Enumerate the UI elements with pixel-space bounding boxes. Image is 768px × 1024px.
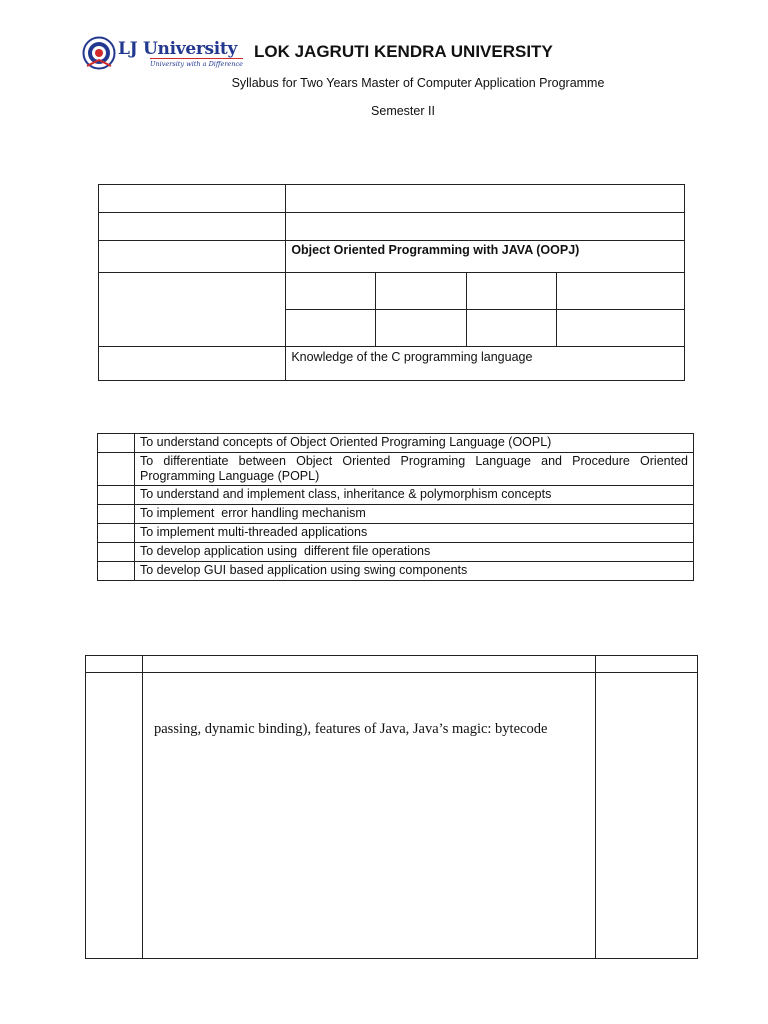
table-row xyxy=(98,543,694,562)
syllabus-subtitle: Syllabus for Two Years Master of Computer Application Programme xyxy=(231,76,605,90)
table-cell xyxy=(99,185,286,213)
table-cell xyxy=(286,310,376,347)
course-prerequisite: Knowledge of the C programming language xyxy=(286,347,685,381)
university-name: LOK JAGRUTI KENDRA UNIVERSITY xyxy=(254,42,553,61)
table-cell xyxy=(98,562,135,581)
table-row xyxy=(99,273,685,310)
table-row xyxy=(98,505,694,524)
table-cell xyxy=(286,213,685,241)
table-cell xyxy=(98,453,135,486)
table-cell xyxy=(99,347,286,381)
table-cell xyxy=(86,673,143,959)
table-cell xyxy=(466,310,556,347)
table-cell xyxy=(98,524,135,543)
table-cell xyxy=(98,434,135,453)
table-cell xyxy=(142,673,595,959)
table-cell xyxy=(286,273,376,310)
table-cell xyxy=(556,273,684,310)
objective-text: To develop application using different file operations xyxy=(135,543,694,562)
table-row xyxy=(98,562,694,581)
course-content-table xyxy=(85,655,698,959)
page-header xyxy=(78,34,698,74)
course-title: Object Oriented Programming with JAVA (OOPJ) xyxy=(286,241,685,273)
table-row xyxy=(99,241,685,273)
course-objectives-table xyxy=(97,433,694,581)
table-cell xyxy=(99,213,286,241)
table-cell xyxy=(596,656,698,673)
table-row xyxy=(86,656,698,673)
course-details-table xyxy=(98,184,685,381)
table-row xyxy=(99,185,685,213)
table-row xyxy=(98,524,694,543)
seal-icon xyxy=(82,36,116,70)
table-cell xyxy=(99,241,286,273)
logo-text: LJ University xyxy=(118,39,238,59)
table-cell xyxy=(286,185,685,213)
objective-text: To implement multi-threaded applications xyxy=(135,524,694,543)
objective-text: To understand and implement class, inheritance & polymorphism concepts xyxy=(135,486,694,505)
table-row xyxy=(98,486,694,505)
objective-text: To develop GUI based application using swing components xyxy=(135,562,694,581)
table-row xyxy=(86,673,698,959)
table-cell xyxy=(99,273,286,347)
table-cell xyxy=(556,310,684,347)
table-row xyxy=(98,434,694,453)
table-cell xyxy=(86,656,143,673)
table-row xyxy=(99,347,685,381)
objective-text: To differentiate between Object Oriented Programing Language and Procedure Oriented Programming Language (POPL) xyxy=(135,453,694,486)
table-cell xyxy=(376,310,466,347)
content-text: passing, dynamic binding), features of Java, Java’s magic: bytecode xyxy=(154,721,548,737)
table-cell xyxy=(98,543,135,562)
objective-text: To implement error handling mechanism xyxy=(135,505,694,524)
table-row xyxy=(99,213,685,241)
table-cell xyxy=(466,273,556,310)
table-row xyxy=(98,453,694,486)
university-logo xyxy=(78,34,243,74)
logo-tagline: University with a Difference xyxy=(150,60,243,68)
table-cell xyxy=(596,673,698,959)
table-cell xyxy=(98,505,135,524)
table-cell xyxy=(142,656,595,673)
table-cell xyxy=(98,486,135,505)
table-cell xyxy=(376,273,466,310)
objective-text: To understand concepts of Object Oriented Programing Language (OOPL) xyxy=(135,434,694,453)
semester-label: Semester II xyxy=(371,104,435,118)
